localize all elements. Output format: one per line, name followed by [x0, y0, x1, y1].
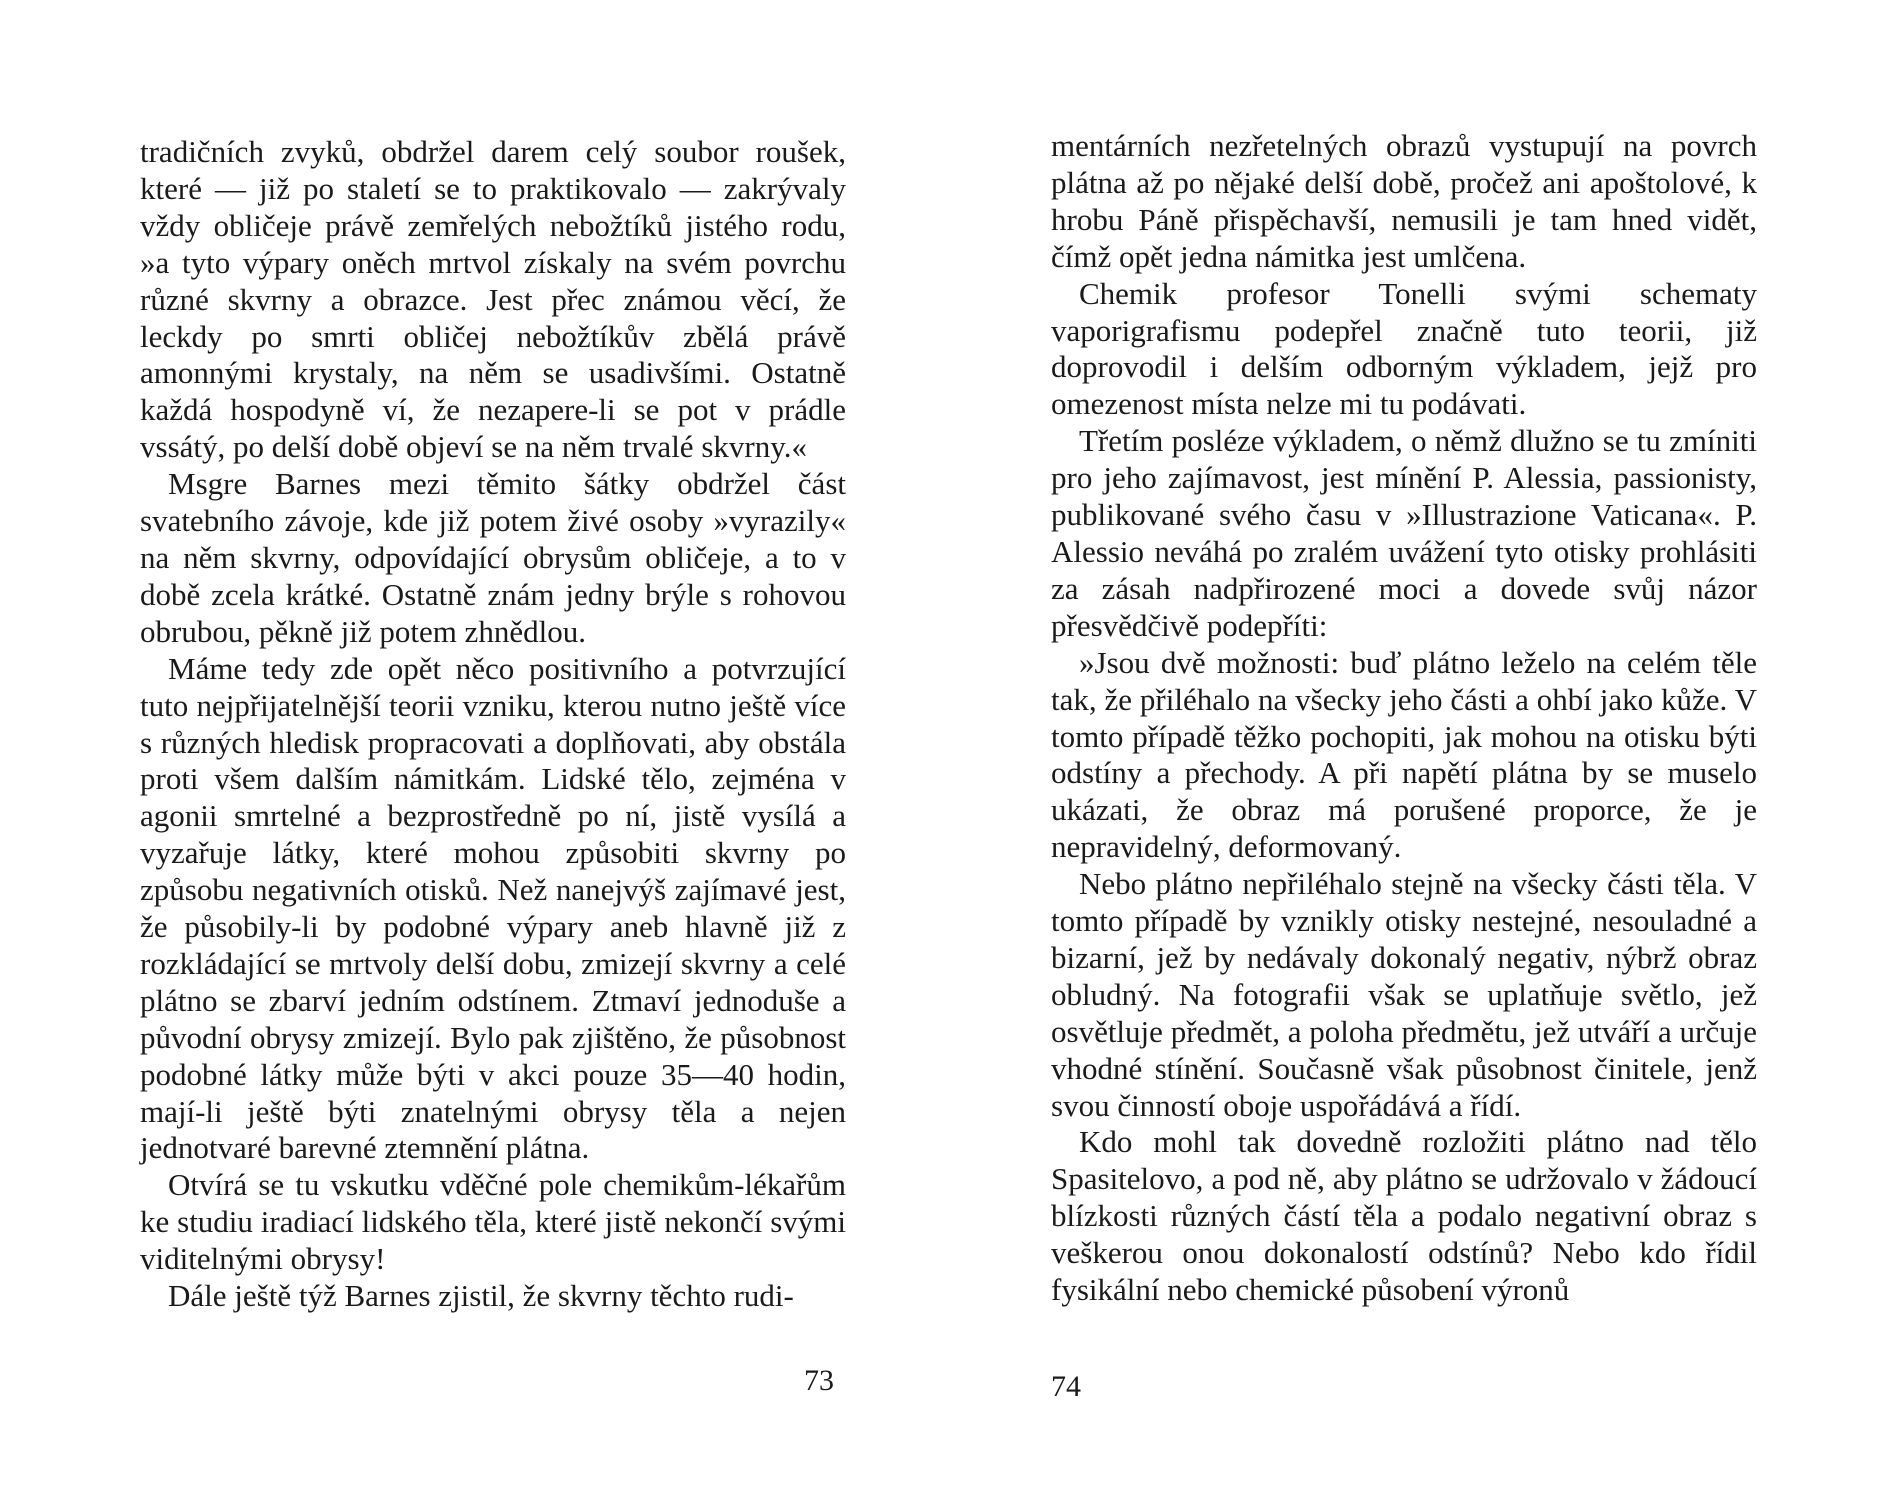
left-page-text	[140, 134, 846, 1315]
paragraph: Nebo plátno nepřiléhalo stejně na všecky části těla. V tomto případě by vznikly otisky nestejné, nesouladné a bizarní, jež by nedávaly dokonalý negativ, nýbrž obraz obludný. Na fotografii však se uplatňuje světlo, jež osvětluje předmět, a poloha předmětu, jež utváří a určuje vhodné stínění. Současně však působnost činitele, jenž svou činností oboje uspořádává a řídí.	[1051, 866, 1757, 1123]
page-number: 74	[1051, 1370, 1081, 1403]
paragraph: Kdo mohl tak dovedně rozložiti plátno nad tělo Spasitelovo, a pod ně, aby plátno se udržovalo v žádoucí blízkosti různých částí těla a podalo negativní obraz s veškerou onou dokonalostí odstínů? Nebo kdo řídil fysikální nebo chemické působení výronů	[1051, 1124, 1757, 1308]
paragraph: mentárních nezřetelných obrazů vystupují na povrch plátna až po nějaké delší době, pročež ani apoštolové, k hrobu Páně přispěchavší, nemusili je tam hned vidět, čímž opět jedna námitka jest umlčena.	[1051, 128, 1757, 274]
paragraph: Třetím posléze výkladem, o němž dlužno se tu zmíniti pro jeho zajímavost, jest mínění P. Alessia, passionisty, publikované svého času v »Illustrazione Vaticana«. P. Alessio neváhá po zralém uvážení tyto otisky prohlásiti za zásah nadpřirozené moci a dovede svůj názor přesvědčivě podepříti:	[1051, 423, 1757, 643]
paragraph: Máme tedy zde opět něco positivního a potvrzující tuto nejpřijatelnější teorii vzniku, kterou nutno ještě více s různých hledisk propracovati a doplňovati, aby obstála proti všem dalším námitkám. Lidské tělo, zejména v agonii smrtelné a bezprostředně po ní, jistě vysílá a vyzařuje látky, které mohou způsobiti skvrny po způsobu negativních otisků. Než nanejvýš zajímavé jest, že působily-li by podobné výpary aneb hlavně již z rozkládající se mrtvoly delší dobu, zmizejí skvrny a celé plátno se zbarví jedním odstínem. Ztmaví jednoduše a původní obrysy zmizejí. Bylo pak zjištěno, že působnost podobné látky může býti v akci pouze 35—40 hodin, mají-li ještě býti znatelnými obrysy těla a nejen jednotvaré barevné ztemnění plátna.	[140, 650, 846, 1166]
paragraph: Dále ještě týž Barnes zjistil, že skvrny těchto rudi-	[168, 1278, 794, 1314]
paragraph: tradičních zvyků, obdržel darem celý soubor roušek, které — již po staletí se to praktikovalo — zakrývaly vždy obličeje právě zemřelých nebožtíků jistého rodu, »a tyto výpary oněch mrtvol získaly na svém povrchu různé skvrny a obrazce. Jest přec známou věcí, že leckdy po smrti obličej nebožtíkův zbělá právě amonnými krystaly, na něm se usadivšími. Ostatně každá hospodyně ví, že nezapere-li se pot v prádle vssátý, po delší době objeví se na něm trvalé skvrny.«	[140, 134, 846, 465]
page-number: 73	[804, 1364, 834, 1397]
right-page	[947, 0, 1894, 1500]
paragraph: »Jsou dvě možnosti: buď plátno leželo na celém těle tak, že přiléhalo na všecky jeho části a ohbí jako kůže. V tomto případě těžko pochopiti, jak mohou na otisku býti odstíny a přechody. A při napětí plátna by se muselo ukázati, že obraz má porušené proporce, že je nepravidelný, deformovaný.	[1051, 644, 1757, 865]
right-page-text	[1051, 128, 1757, 1309]
paragraph: Otvírá se tu vskutku vděčné pole chemikům-lékařům ke studiu iradiací lidského těla, které jistě nekončí svými viditelnými obrysy!	[140, 1167, 846, 1277]
paragraph: Msgre Barnes mezi těmito šátky obdržel část svatebního závoje, kde již potem živé osoby »vyrazily« na něm skvrny, odpovídající obrysům obličeje, a to v době zcela krátké. Ostatně znám jedny brýle s rohovou obrubou, pěkně již potem zhnědlou.	[140, 466, 846, 649]
paragraph: Chemik profesor Tonelli svými schematy vaporigrafismu podepřel značně tuto teorii, již doprovodil i delším odborným výkladem, jejž pro omezenost místa nelze mi tu podávati.	[1051, 275, 1757, 422]
